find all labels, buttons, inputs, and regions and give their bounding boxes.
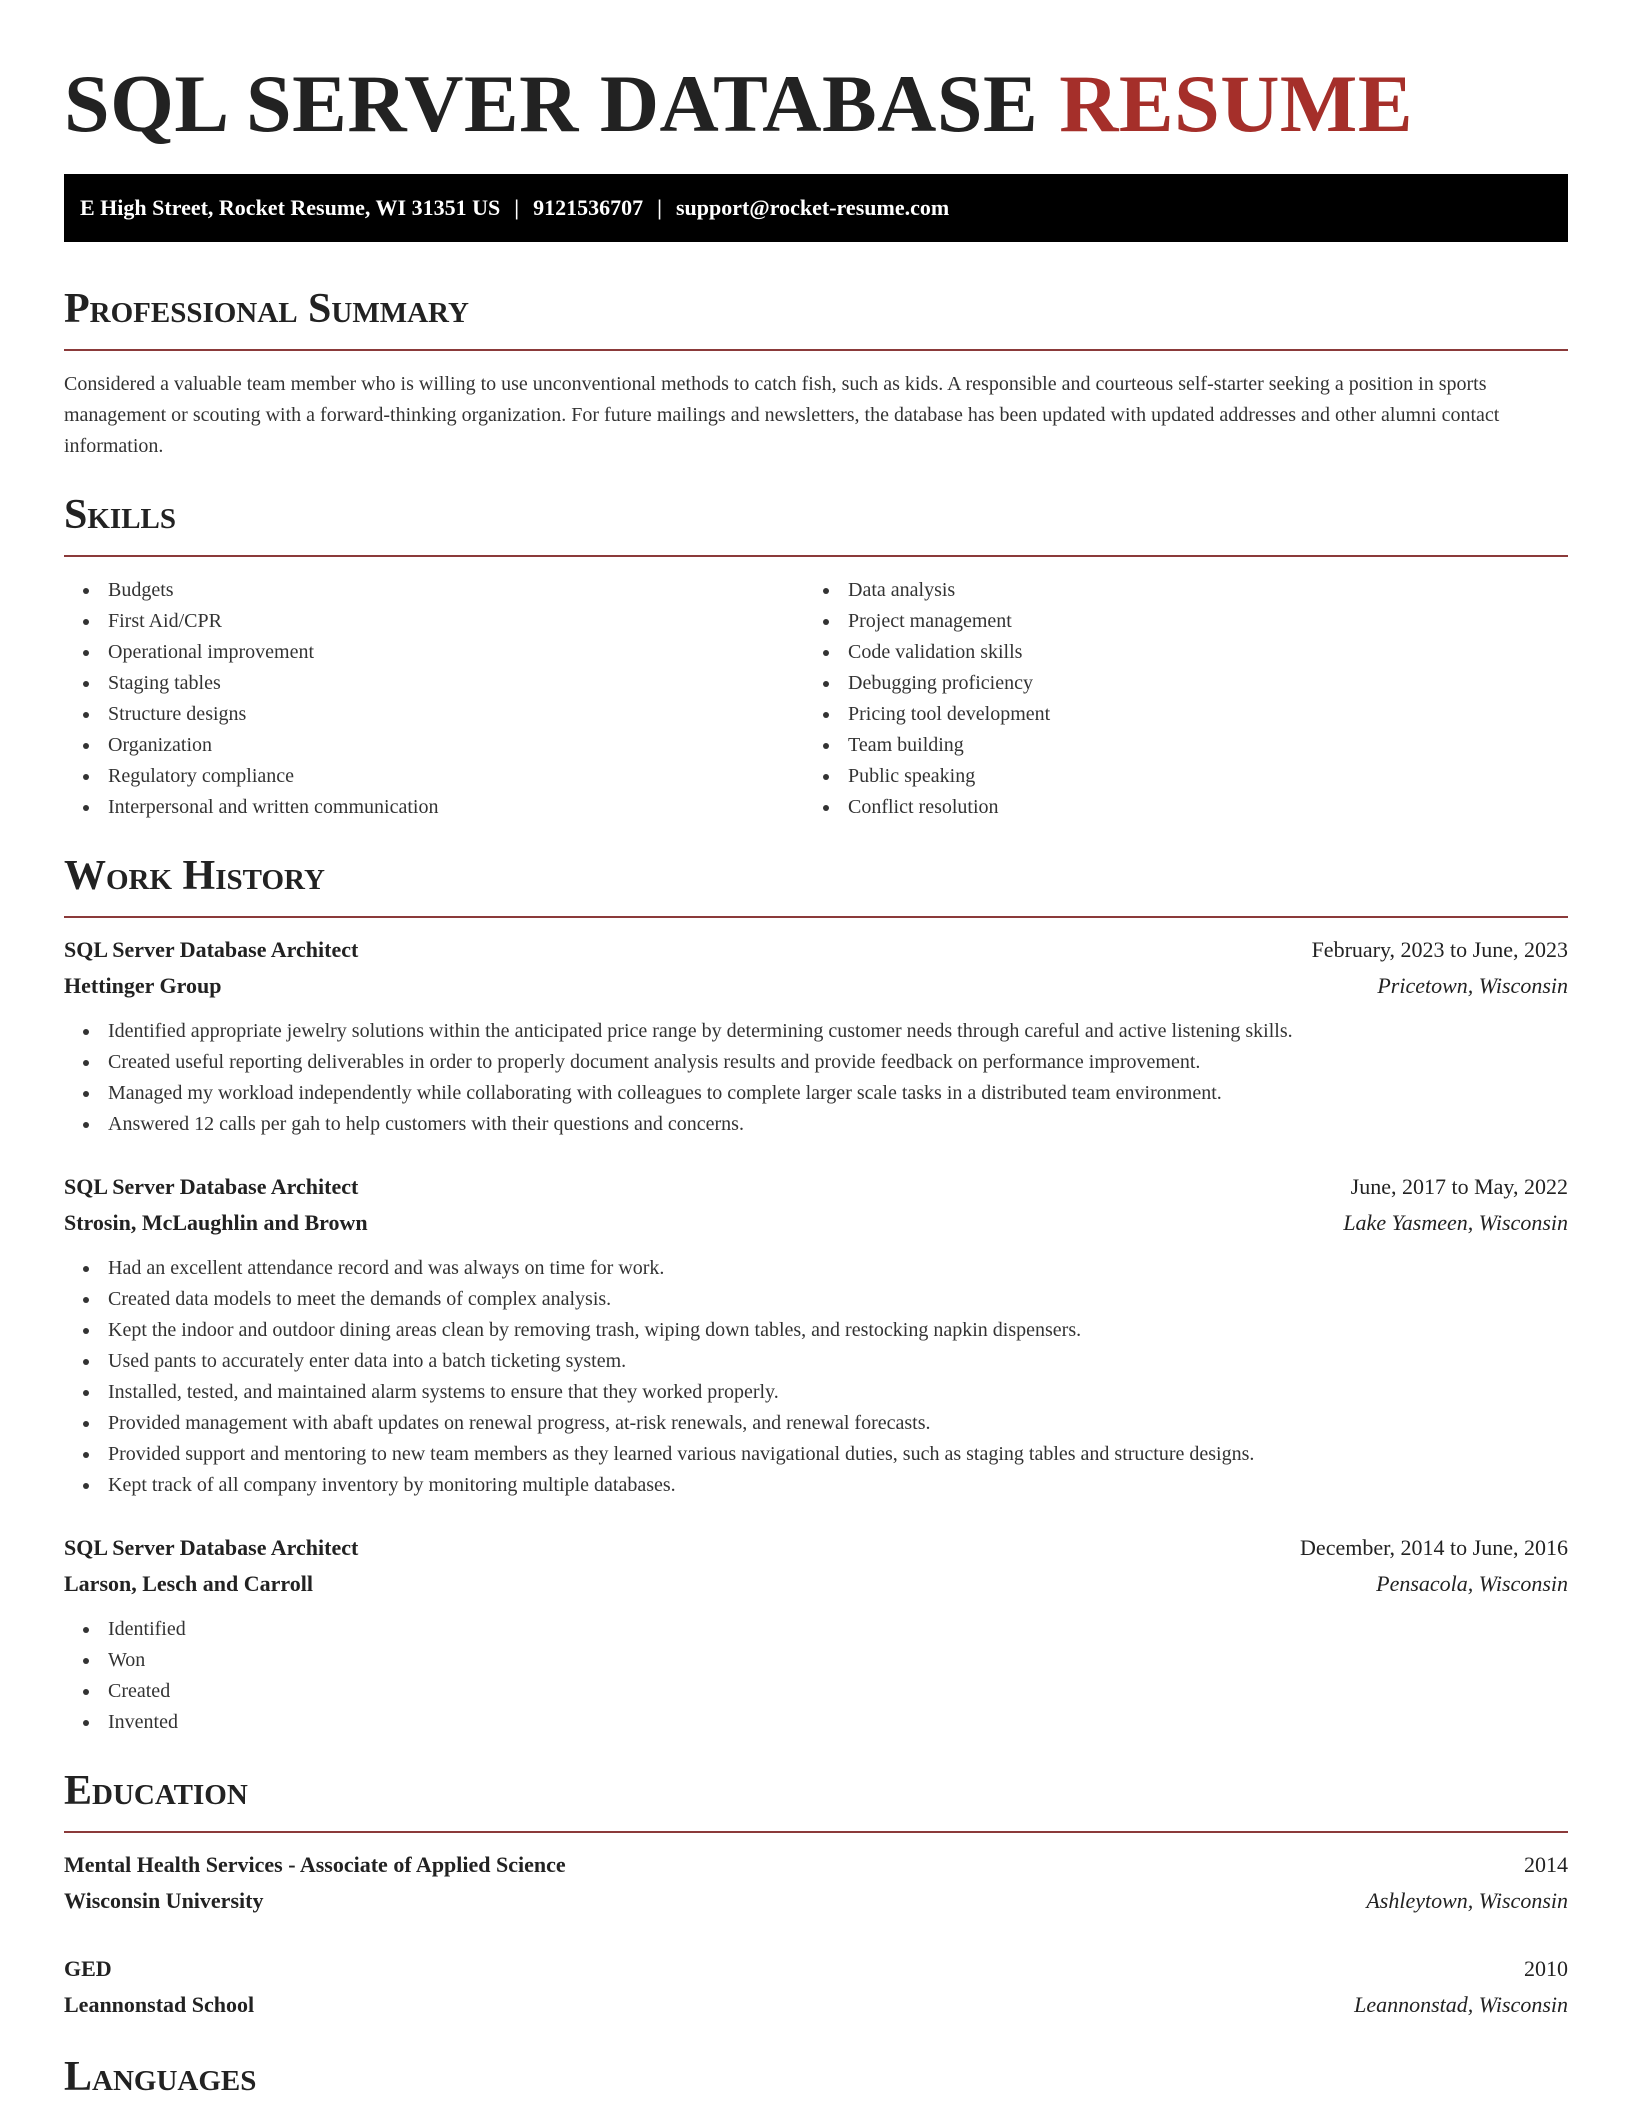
summary-heading: Professional Summary <box>64 286 469 332</box>
education-location: Ashleytown, Wisconsin <box>1366 1888 1568 1913</box>
education-degree: GED <box>64 1956 112 1981</box>
job-subheader <box>64 1205 1568 1241</box>
education-year: 2014 <box>1524 1852 1568 1877</box>
skill-item: First Aid/CPR <box>64 606 804 637</box>
skill-item: Regulatory compliance <box>64 761 804 792</box>
skill-item: Interpersonal and written communication <box>64 792 804 823</box>
job-company: Larson, Lesch and Carroll <box>64 1571 313 1596</box>
summary-section <box>64 285 1568 462</box>
job-bullet: Provided management with abaft updates on renewal progress, at-risk renewals, and renewal forecasts. <box>64 1408 1568 1439</box>
contact-address: E High Street, Rocket Resume, WI 31351 US <box>80 195 501 220</box>
education-header <box>64 1847 1568 1883</box>
title-accent: RESUME <box>1059 58 1414 149</box>
section-divider <box>64 555 1568 557</box>
education-location: Leannonstad, Wisconsin <box>1354 1992 1568 2017</box>
skill-item: Pricing tool development <box>804 699 1544 730</box>
skills-list-right <box>804 575 1544 823</box>
job-header <box>64 1169 1568 1205</box>
title-main: SQL SERVER DATABASE <box>64 58 1039 149</box>
skill-item: Operational improvement <box>64 637 804 668</box>
skill-item: Debugging proficiency <box>804 668 1544 699</box>
job-bullet: Identified appropriate jewelry solutions within the anticipated price range by determining customer needs through careful and active listening skills. <box>64 1016 1568 1047</box>
education-year: 2010 <box>1524 1956 1568 1981</box>
skill-item: Data analysis <box>804 575 1544 606</box>
job-location: Pricetown, Wisconsin <box>1377 973 1568 998</box>
job-location: Pensacola, Wisconsin <box>1376 1571 1568 1596</box>
education-degree: Mental Health Services - Associate of Applied Science <box>64 1852 566 1877</box>
skills-list-left <box>64 575 804 823</box>
skill-item: Conflict resolution <box>804 792 1544 823</box>
education-section <box>64 1767 1568 2023</box>
job-bullet: Created <box>64 1676 1568 1707</box>
job-location: Lake Yasmeen, Wisconsin <box>1343 1210 1568 1235</box>
job-bullet: Provided support and mentoring to new team members as they learned various navigational duties, such as staging tables and structure designs. <box>64 1439 1568 1470</box>
contact-separator: | <box>514 195 520 220</box>
job-bullet: Created data models to meet the demands of complex analysis. <box>64 1284 1568 1315</box>
contact-email[interactable]: support@rocket-resume.com <box>675 195 950 220</box>
resume-title <box>64 0 1568 150</box>
job-header <box>64 932 1568 968</box>
job-entry <box>64 932 1568 1140</box>
job-dates: February, 2023 to June, 2023 <box>1311 937 1568 962</box>
section-divider <box>64 1831 1568 1833</box>
contact-bar <box>64 174 1568 242</box>
job-bullet: Kept track of all company inventory by monitoring multiple databases. <box>64 1470 1568 1501</box>
education-entry <box>64 1847 1568 1919</box>
languages-section <box>64 2053 1568 2101</box>
job-company: Hettinger Group <box>64 973 222 998</box>
education-entry <box>64 1951 1568 2023</box>
section-divider <box>64 916 1568 918</box>
skills-section <box>64 491 1568 823</box>
education-subheader <box>64 1987 1568 2023</box>
job-bullets <box>64 1253 1568 1501</box>
job-company: Strosin, McLaughlin and Brown <box>64 1210 368 1235</box>
job-bullet: Answered 12 calls per gah to help customers with their questions and concerns. <box>64 1109 1568 1140</box>
education-school: Wisconsin University <box>64 1888 264 1913</box>
job-title: SQL Server Database Architect <box>64 1174 359 1199</box>
job-dates: December, 2014 to June, 2016 <box>1300 1535 1568 1560</box>
skills-heading: Skills <box>64 492 177 538</box>
education-heading: Education <box>64 1768 248 1814</box>
job-bullet: Managed my workload independently while collaborating with colleagues to complete larger scale tasks in a distributed team environment. <box>64 1078 1568 1109</box>
contact-phone: 9121536707 <box>533 195 644 220</box>
skill-item: Staging tables <box>64 668 804 699</box>
job-title: SQL Server Database Architect <box>64 1535 359 1560</box>
job-bullet: Created useful reporting deliverables in order to properly document analysis results and provide feedback on performance improvement. <box>64 1047 1568 1078</box>
job-title: SQL Server Database Architect <box>64 937 359 962</box>
job-bullet: Had an excellent attendance record and was always on time for work. <box>64 1253 1568 1284</box>
summary-text: Considered a valuable team member who is willing to use unconventional methods to catch fish, such as kids. A responsible and courteous self-starter seeking a position in sports management or scouting with a forward-thinking organization. For future mailings and newsletters, the database has been updated with updated addresses and other alumni contact information. <box>64 373 1500 457</box>
job-bullet: Kept the indoor and outdoor dining areas clean by removing trash, wiping down tables, and restocking napkin dispensers. <box>64 1315 1568 1346</box>
skill-item: Structure designs <box>64 699 804 730</box>
job-bullet: Used pants to accurately enter data into a batch ticketing system. <box>64 1346 1568 1377</box>
job-subheader <box>64 1566 1568 1602</box>
job-bullets <box>64 1614 1568 1738</box>
education-subheader <box>64 1883 1568 1919</box>
job-entry <box>64 1169 1568 1501</box>
skill-item: Code validation skills <box>804 637 1544 668</box>
job-header <box>64 1530 1568 1566</box>
education-school: Leannonstad School <box>64 1992 255 2017</box>
skills-columns <box>64 575 1568 823</box>
skill-item: Project management <box>804 606 1544 637</box>
job-entry <box>64 1530 1568 1738</box>
job-dates: June, 2017 to May, 2022 <box>1350 1174 1568 1199</box>
job-bullet: Installed, tested, and maintained alarm systems to ensure that they worked properly. <box>64 1377 1568 1408</box>
skill-item: Organization <box>64 730 804 761</box>
job-bullet: Identified <box>64 1614 1568 1645</box>
job-bullet: Won <box>64 1645 1568 1676</box>
skill-item: Team building <box>804 730 1544 761</box>
skill-item: Public speaking <box>804 761 1544 792</box>
work-heading: Work History <box>64 853 325 899</box>
work-section <box>64 852 1568 1738</box>
languages-heading: Languages <box>64 2054 257 2100</box>
job-subheader <box>64 968 1568 1004</box>
section-divider <box>64 349 1568 351</box>
education-header <box>64 1951 1568 1987</box>
job-bullet: Invented <box>64 1707 1568 1738</box>
contact-separator: | <box>657 195 662 220</box>
skill-item: Budgets <box>64 575 804 606</box>
job-bullets <box>64 1016 1568 1140</box>
